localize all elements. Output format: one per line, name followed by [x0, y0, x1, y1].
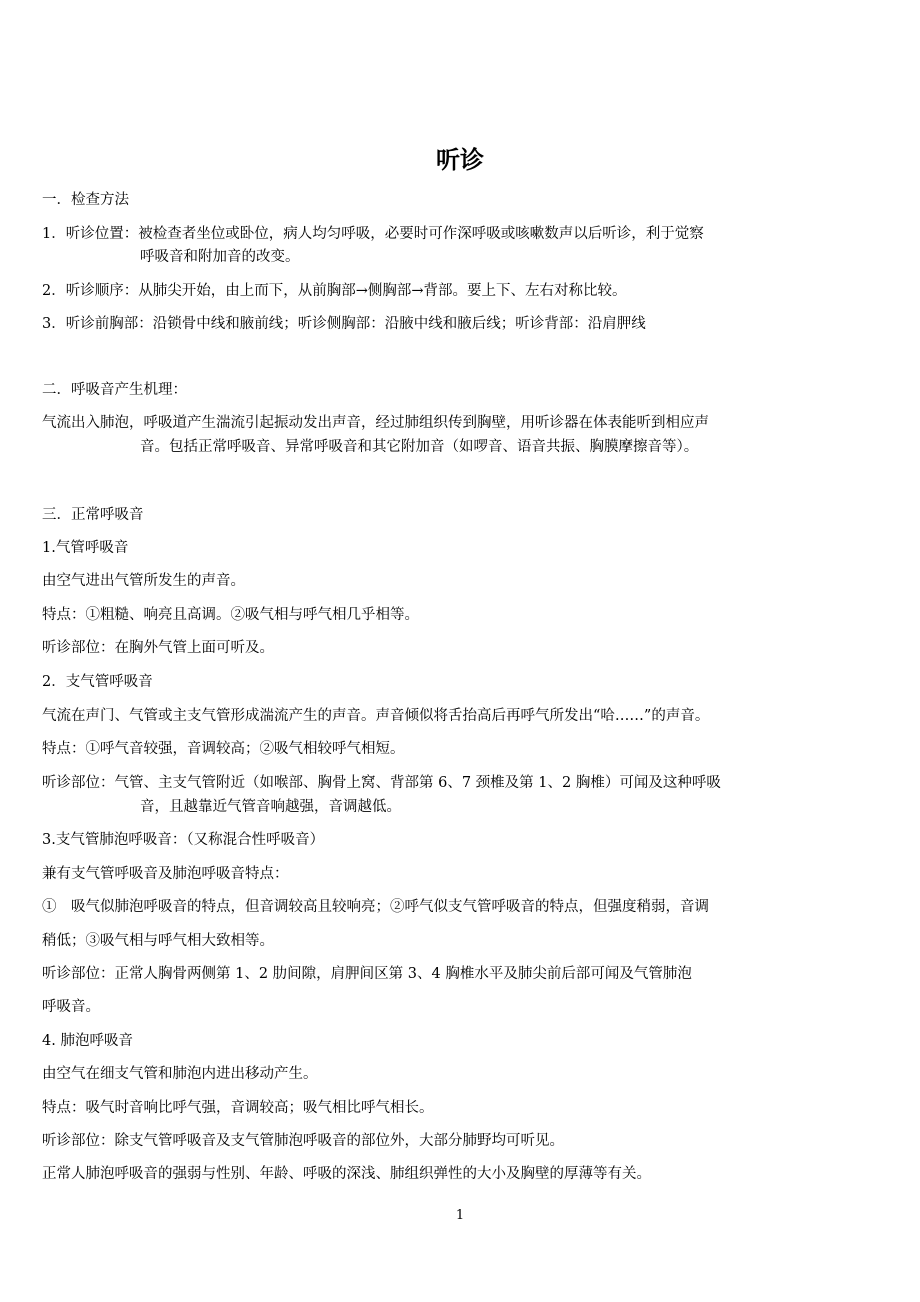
bronchial-site-line-2: 音，且越靠近气管音响越强，音调越低。: [140, 799, 401, 815]
bronchial-feature: 特点：①呼气音较强，音调较高；②吸气相较呼气相短。: [42, 741, 405, 757]
s1-item-2: 2．听诊顺序：从肺尖开始，由上而下，从前胸部→侧胸部→背部。要上下、左右对称比较。: [42, 283, 627, 299]
bronchial-desc: 气流在声门、气管或主支气管形成湍流产生的声音。声音倾似将舌抬高后再呼气所发出“哈……”的声音。: [42, 708, 710, 724]
vesicular-site: 听诊部位：除支气管呼吸音及支气管肺泡呼吸音的部位外，大部分肺野均可听见。: [42, 1133, 564, 1149]
vesicular-note: 正常人肺泡呼吸音的强弱与性别、年龄、呼吸的深浅、肺组织弹性的大小及胸壁的厚薄等有关。: [42, 1166, 651, 1182]
section-1-heading: 一．检查方法: [42, 192, 129, 208]
bronchovesicular-feature-line-1: ① 吸气似肺泡呼吸音的特点，但音调较高且较响亮；②呼气似支气管呼吸音的特点，但强度稍弱，音调: [42, 899, 709, 915]
vesicular-heading: 4. 肺泡呼吸音: [42, 1033, 133, 1049]
vesicular-desc: 由空气在细支气管和肺泡内进出移动产生。: [42, 1066, 318, 1082]
s2-text-line-2: 音。包括正常呼吸音、异常呼吸音和其它附加音（如啰音、语音共振、胸膜摩擦音等）。: [140, 439, 699, 455]
section-2-heading: 二．呼吸音产生机理：: [42, 382, 187, 398]
tracheal-desc: 由空气进出气管所发生的声音。: [42, 573, 245, 589]
bronchovesicular-site-line-2: 呼吸音。: [42, 999, 100, 1015]
section-3-heading: 三．正常呼吸音: [42, 507, 144, 523]
s1-item-1-line-1: 1．听诊位置：被检查者坐位或卧位，病人均匀呼吸，必要时可作深呼吸或咳嗽数声以后听诊，利于觉察: [42, 226, 704, 242]
s1-item-3: 3．听诊前胸部：沿锁骨中线和腋前线；听诊侧胸部：沿腋中线和腋后线；听诊背部：沿肩胛线: [42, 316, 646, 332]
s2-text-line-1: 气流出入肺泡，呼吸道产生湍流引起振动发出声音，经过肺组织传到胸壁，用听诊器在体表能听到相应声: [42, 415, 709, 431]
tracheal-feature: 特点：①粗糙、响亮且高调。②吸气相与呼气相几乎相等。: [42, 607, 419, 623]
bronchial-heading: 2．支气管呼吸音: [42, 674, 153, 690]
page-title: 听诊: [436, 146, 484, 174]
bronchovesicular-feature-line-2: 稍低；③吸气相与呼气相大致相等。: [42, 933, 274, 949]
bronchial-site-line-1: 听诊部位：气管、主支气管附近（如喉部、胸骨上窝、背部第 6、7 颈椎及第 1、2 胸椎）可闻及这种呼吸: [42, 775, 721, 791]
s1-item-1-line-2: 呼吸音和附加音的改变。: [140, 249, 300, 265]
vesicular-feature: 特点：吸气时音响比呼气强，音调较高；吸气相比呼气相长。: [42, 1100, 434, 1116]
page-number: 1: [455, 1208, 465, 1223]
tracheal-site: 听诊部位：在胸外气管上面可听及。: [42, 640, 274, 656]
bronchovesicular-site-line-1: 听诊部位：正常人胸骨两侧第 1、2 肋间隙，肩胛间区第 3、4 胸椎水平及肺尖前后部可闻及气管肺泡: [42, 966, 692, 982]
tracheal-heading: 1.气管呼吸音: [42, 540, 129, 556]
bronchovesicular-heading: 3.支气管肺泡呼吸音：（又称混合性呼吸音）: [42, 832, 325, 848]
bronchovesicular-desc: 兼有支气管呼吸音及肺泡呼吸音特点：: [42, 866, 289, 882]
